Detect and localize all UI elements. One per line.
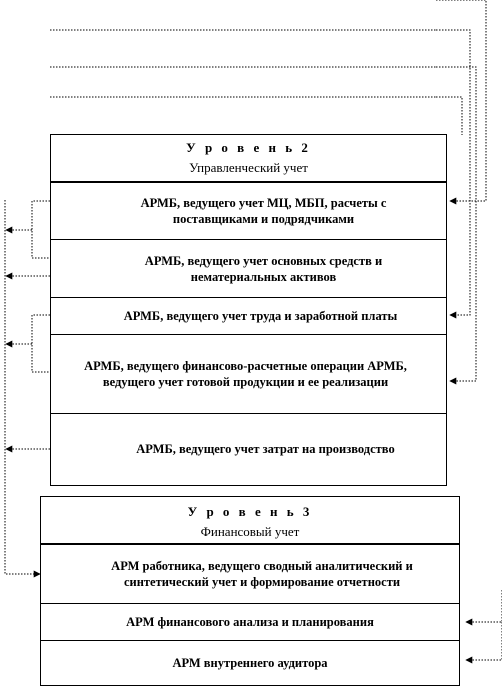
bus-into-level3 xyxy=(5,200,40,574)
level2-row-2: АРМБ, ведущего учет основных средств и нематериальных активов xyxy=(144,253,383,284)
level3-row-2: АРМ финансового анализа и планирования xyxy=(126,615,374,629)
level2-row-3: АРМБ, ведущего учет труда и заработной платы xyxy=(123,309,398,323)
level2-row-1: АРМБ, ведущего учет МЦ, МБП, расчеты с поставщиками и подрядчиками xyxy=(140,196,387,226)
level3-row-1: АРМ работника, ведущего сводный аналитический и синтетический учет и формирование отчетности xyxy=(111,559,413,589)
level2-subtitle: Управленческий учет xyxy=(189,160,308,175)
level3-title: У р о в е н ь 3 xyxy=(187,504,313,519)
feed-line-row5 xyxy=(436,97,462,135)
level3-box xyxy=(40,496,460,686)
level2-row-5: АРМБ, ведущего учет затрат на производство xyxy=(136,442,395,456)
level2-box xyxy=(50,134,447,486)
level2-row-4: АРМБ, ведущего финансово-расчетные операции АРМБ, ведущего учет готовой продукции и ее реализации xyxy=(84,359,407,389)
left-bracket-1 xyxy=(32,201,50,258)
feed-level3-b xyxy=(466,622,502,660)
level2-title: У р о в е н ь 2 xyxy=(186,140,311,155)
feed-level3-a xyxy=(466,590,502,622)
level3-row-3: АРМ внутреннего аудитора xyxy=(172,656,328,670)
left-bracket-2 xyxy=(32,315,50,372)
level3-subtitle: Финансовый учет xyxy=(200,524,300,539)
